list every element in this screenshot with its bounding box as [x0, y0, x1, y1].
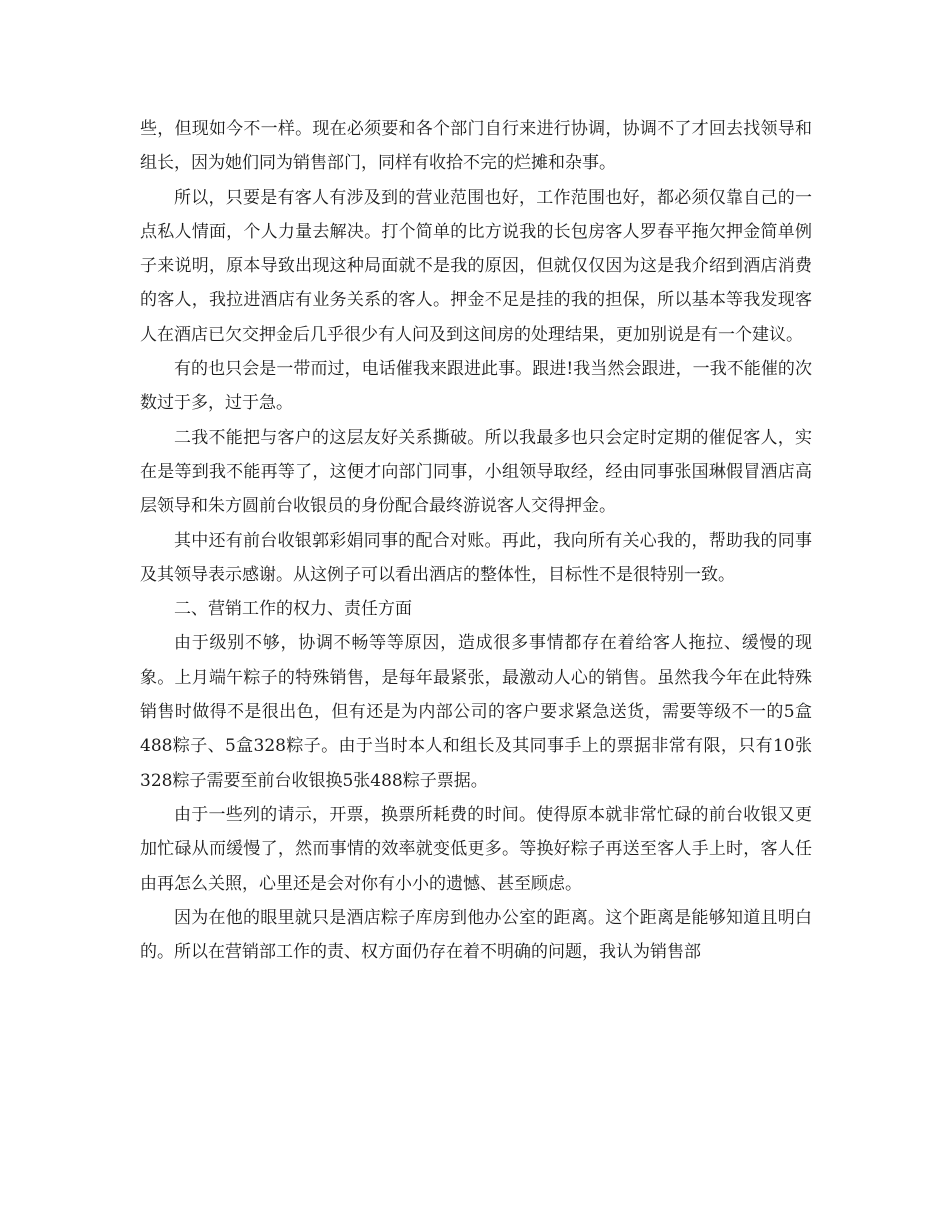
paragraph-7: 由于级别不够，协调不畅等等原因，造成很多事情都存在着给客人拖拉、缓慢的现象。上月端午粽子的特殊销售，是每年最紧张，最激动人心的销售。虽然我今年在此特殊销售时做得不是很出色，但有还是为内部公司的客户要求紧急送货，需要等级不一的5盒488粽子、5盒328粽子。由于当时本人和组长及其同事手上的票据非常有限，只有10张328粽子需要至前台收银换5张488粽子票据。 [140, 633, 812, 791]
paragraph-2: 所以，只要是有客人有涉及到的营业范围也好，工作范围也好，都必须仅靠自己的一点私人情面，个人力量去解决。打个简单的比方说我的长包房客人罗春平拖欠押金简单例子来说明，原本导致出现这种局面就不是我的原因，但就仅仅因为这是我介绍到酒店消费的客人，我拉进酒店有业务关系的客人。押金不足是挂的我的担保，所以基本等我发现客人在酒店已欠交押金后几乎很少有人问及到这间房的处理结果，更加别说是有一个建议。 [140, 187, 812, 345]
paragraph-5: 其中还有前台收银郭彩娟同事的配合对账。再此，我向所有关心我的，帮助我的同事及其领导表示感谢。从这例子可以看出酒店的整体性，目标性不是很特别一致。 [140, 530, 812, 585]
paragraph-3: 有的也只会是一带而过，电话催我来跟进此事。跟进!我当然会跟进，一我不能催的次数过于多，过于急。 [140, 359, 812, 414]
paragraph-4: 二我不能把与客户的这层友好关系撕破。所以我最多也只会定时定期的催促客人，实在是等到我不能再等了，这便才向部门同事，小组领导取经，经由同事张国琳假冒酒店高层领导和朱方圆前台收银员的身份配合最终游说客人交得押金。 [140, 427, 812, 517]
document-body [140, 112, 812, 969]
paragraph-1: 些，但现如今不一样。现在必须要和各个部门自行来进行协调，协调不了才回去找领导和组长，因为她们同为销售部门，同样有收拾不完的烂摊和杂事。 [140, 119, 812, 174]
paragraph-8: 由于一些列的请示，开票，换票所耗费的时间。使得原本就非常忙碌的前台收银又更加忙碌从而缓慢了，然而事情的效率就变低更多。等换好粽子再送至客人手上时，客人任由再怎么关照，心里还是会对你有小小的遗憾、甚至顾虑。 [140, 804, 812, 894]
section-heading: 二、营销工作的权力、责任方面 [174, 599, 412, 620]
paragraph-9: 因为在他的眼里就只是酒店粽子库房到他办公室的距离。这个距离是能够知道且明白的。所以在营销部工作的责、权方面仍存在着不明确的问题，我认为销售部 [140, 907, 812, 963]
